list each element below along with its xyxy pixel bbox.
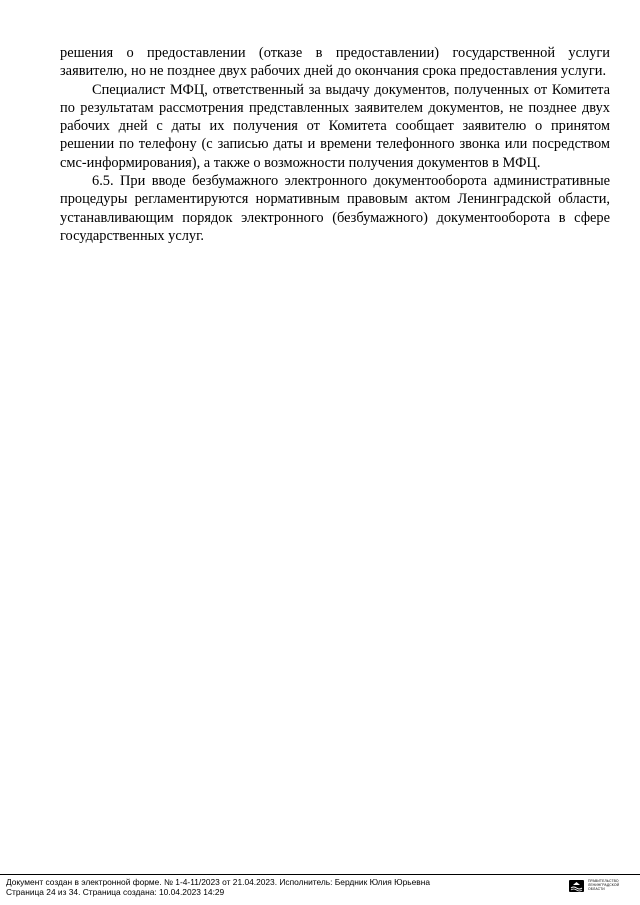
paragraph-continuation: решения о предоставлении (отказе в предоставлении) государственной услуги заявителю, но не позднее двух рабочих дней до окончания срока предоставления услуги. [60,45,610,80]
paragraph-mfc-specialist: Специалист МФЦ, ответственный за выдачу документов, полученных от Комитета по результатам рассмотрения представленных заявителем документов, не позднее двух рабочих дней с даты их получения от Комитета сообщает заявителю о принятом решении по телефону (с записью даты и времени телефонного звонка или посредством смс-информирования), а также о возможности получения документов в МФЦ. [60,81,610,171]
footer-divider [0,874,640,875]
leningrad-region-emblem-icon [569,880,584,892]
paragraph-6-5: 6.5. При вводе безбумажного электронного документооборота административные процедуры регламентируются нормативным правовым актом Ленинградской области, устанавливающим порядок электронного (безбумажного) документооборота в сфере государственных услуг. [60,173,610,244]
logo-caption: ПРАВИТЕЛЬСТВО ЛЕНИНГРАДСКОЙ ОБЛАСТИ [588,879,620,891]
government-logo [569,877,633,901]
footer-page-info: Страница 24 из 34. Страница создана: 10.04.2023 14:29 [6,887,225,897]
document-footer [6,877,430,897]
footer-document-info: Документ создан в электронной форме. № 1-4-11/2023 от 21.04.2023. Исполнитель: Бердник Юлия Юрьевна [6,877,430,887]
document-body [60,44,610,245]
